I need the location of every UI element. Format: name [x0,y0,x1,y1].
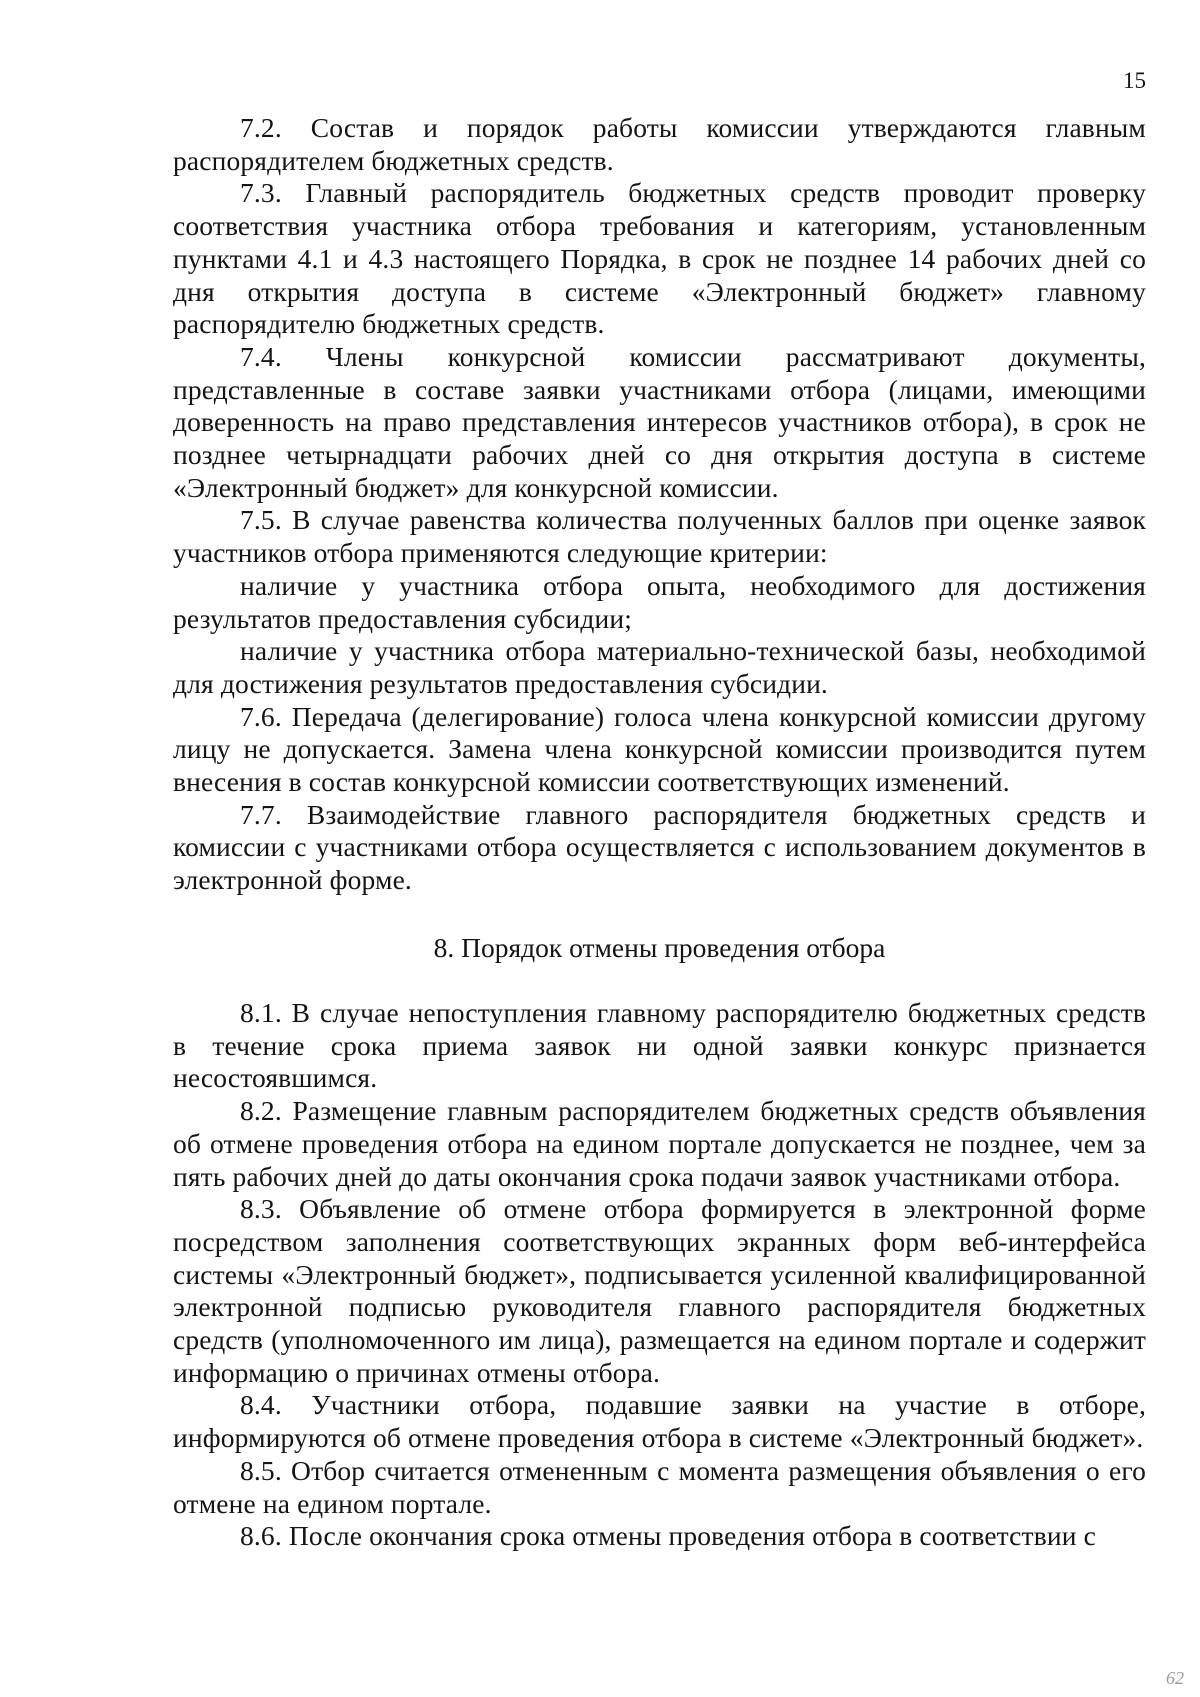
paragraph-7-2: 7.2. Состав и порядок работы комиссии утверждаются главным распорядителем бюджетных средств. [173,112,1146,176]
paragraph-8-3: 8.3. Объявление об отмене отбора формируется в электронной форме посредством заполнения соответствующих экранных форм веб-интерфейса системы «Электронный бюджет», подписывается усиленной квалифицированной электронной подписью руководителя главного распорядителя бюджетных средств (уполномоченного им лица), размещается на едином портале и содержит информацию о причинах отмены отбора. [173,1193,1146,1388]
paragraph-7-5-criterion-2: наличие у участника отбора материально-технической базы, необходимой для достижения результатов предоставления субсидии. [173,635,1146,699]
paragraph-8-6: 8.6. После окончания срока отмены проведения отбора в соответствии с [240,1520,1096,1552]
paragraph-8-4: 8.4. Участники отбора, подавшие заявки на участие в отборе, информируются об отмене проведения отбора в системе «Электронный бюджет». [173,1389,1146,1454]
corner-mark: 62 [1166,1668,1184,1688]
paragraph-7-4: 7.4. Члены конкурсной комиссии рассматривают документы, представленные в составе заявки участниками отбора (лицами, имеющими доверенность на право представления интересов участников отбора), в срок не позднее четырнадцати рабочих дней со дня открытия доступа в системе «Электронный бюджет» для конкурсной комиссии. [173,340,1146,503]
paragraph-8-1: 8.1. В случае непоступления главному распорядителю бюджетных средств в течение срока приема заявок ни одной заявки конкурс признается несостоявшимся. [173,997,1146,1094]
paragraph-8-5: 8.5. Отбор считается отмененным с момента размещения объявления о его отмене на едином портале. [173,1454,1146,1519]
paragraph-7-7: 7.7. Взаимодействие главного распорядителя бюджетных средств и комиссии с участниками отбора осуществляется с использованием документов в электронной форме. [173,798,1146,896]
paragraph-8-2: 8.2. Размещение главным распорядителем бюджетных средств объявления об отмене проведения отбора на едином портале допускается не позднее, чем за пять рабочих дней до даты окончания срока подачи заявок участниками отбора. [173,1095,1146,1192]
paragraph-7-3: 7.3. Главный распорядитель бюджетных средств проводит проверку соответствия участника отбора требования и категориям, установленным пунктами 4.1 и 4.3 настоящего Порядка, в срок не позднее 14 рабочих дней со дня открытия доступа в системе «Электронный бюджет» главному распорядителю бюджетных средств. [173,177,1146,340]
paragraph-7-6: 7.6. Передача (делегирование) голоса члена конкурсной комиссии другому лицу не допускается. Замена члена конкурсной комиссии производится путем внесения в состав конкурсной комиссии соответствующих изменений. [173,700,1146,798]
section-7-body [173,112,1146,897]
paragraph-7-5-criterion-1: наличие у участника отбора опыта, необходимого для достижения результатов предоставления субсидии; [173,569,1146,634]
section-8-body [173,997,1146,1553]
section-8-title: 8. Порядок отмены проведения отбора [433,932,886,963]
page-number: 15 [1123,68,1146,93]
paragraph-7-5: 7.5. В случае равенства количества полученных баллов при оценке заявок участников отбора применяются следующие критерии: [173,504,1146,569]
